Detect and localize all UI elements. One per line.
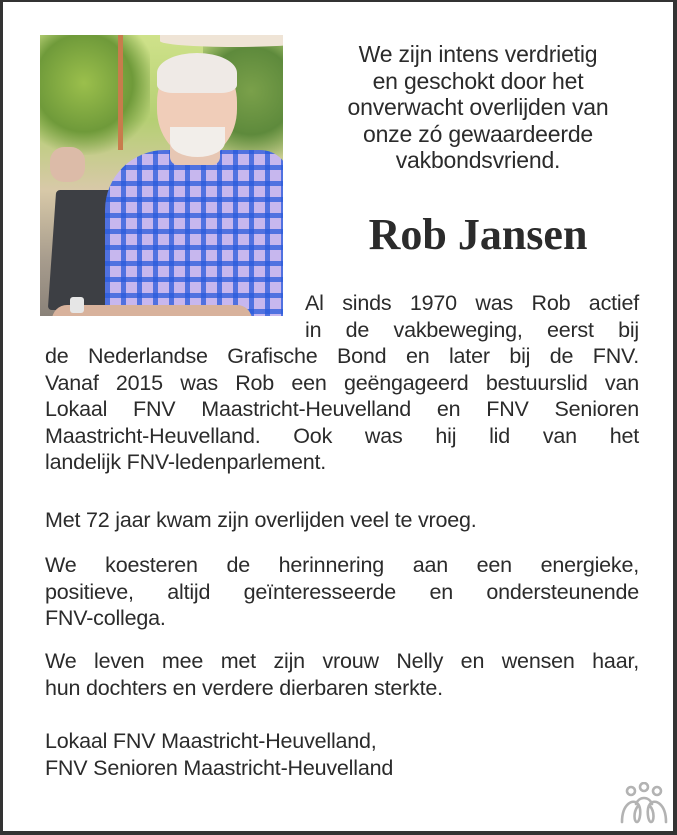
paragraph-line: landelijk FNV-ledenparlement.	[45, 450, 327, 474]
intro-line: en geschokt door het	[372, 67, 584, 94]
paragraph-line: Met 72 jaar kwam zijn overlijden veel te vroeg.	[45, 508, 477, 532]
photo-hair	[157, 53, 237, 93]
paragraph-line: Vanaf 2015 was Rob een geëngageerd bestuurslid van	[45, 370, 639, 395]
paragraph-line: de Nederlandse Grafische Bond en later bij de FNV.	[45, 344, 639, 368]
paragraph-line: FNV-collega.	[45, 606, 166, 630]
signature-line: Lokaal FNV Maastricht-Heuvelland,	[45, 729, 377, 753]
paragraph-line: positieve, altijd geïnteresseerde en ondersteunende	[45, 579, 639, 604]
paragraph-condolence	[45, 648, 639, 701]
paragraph-career	[45, 290, 639, 476]
paragraph-line: in de vakbeweging, eerst bij	[305, 317, 639, 342]
paragraph-line: Maastricht-Heuvelland. Ook was hij lid van het	[45, 423, 639, 448]
intro-text	[308, 41, 648, 174]
photo-background-tree	[40, 35, 150, 155]
intro-line: vakbondsvriend.	[395, 147, 561, 174]
signature	[45, 728, 393, 781]
signature-line: FNV Senioren Maastricht-Heuvelland	[45, 755, 394, 780]
paragraph-age	[45, 507, 639, 534]
photo-pole	[118, 35, 123, 150]
intro-line: onze zó gewaardeerde	[363, 120, 593, 147]
photo-umbrella	[160, 35, 283, 47]
photo-beard	[170, 127, 225, 157]
paragraph-line: Al sinds 1970 was Rob actief	[305, 291, 639, 315]
paragraph-line: Lokaal FNV Maastricht-Heuvelland en FNV Senioren	[45, 397, 639, 421]
paragraph-memory	[45, 552, 639, 632]
deceased-name: Rob Jansen	[368, 210, 588, 259]
portrait-photo	[40, 35, 283, 316]
paragraph-line: hun dochters en verdere dierbaren sterkte.	[45, 675, 443, 700]
paragraph-line: We leven mee met zijn vrouw Nelly en wensen haar,	[45, 649, 639, 673]
paragraph-line: We koesteren de herinnering aan een energieke,	[45, 553, 639, 577]
intro-line: We zijn intens verdrietig	[358, 41, 598, 67]
photo-hand	[50, 147, 85, 182]
people-group-icon	[619, 782, 669, 824]
intro-line: onverwacht overlijden van	[347, 94, 609, 121]
